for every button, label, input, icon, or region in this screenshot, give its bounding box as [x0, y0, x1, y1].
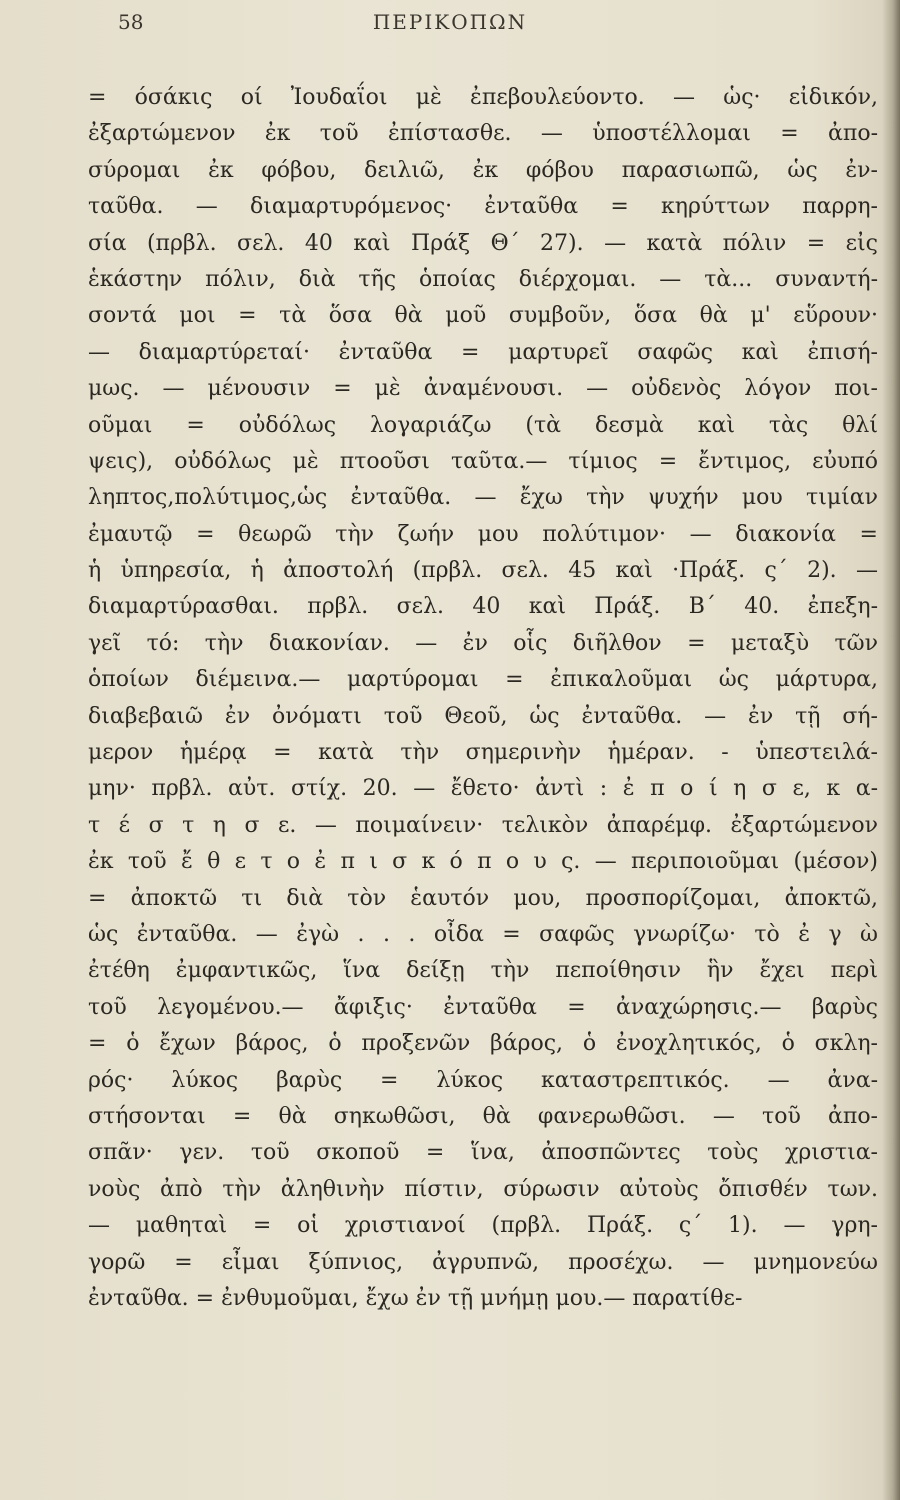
running-head: ΠΕΡΙΚΟΠΩΝ — [372, 10, 528, 34]
text-line: τοῦ λεγομένου.— ἄφιξις· ἐνταῦθα = ἀναχώρησις.— βαρὺς — [88, 994, 878, 1020]
text-line: σπᾶν· γεν. τοῦ σκοποῦ = ἵνα, ἀποσπῶντες τοὺς χριστια- — [88, 1140, 878, 1166]
text-line: διαβεβαιῶ ἐν ὀνόματι τοῦ Θεοῦ, ὡς ἐνταῦθα. — ἐν τῇ σή- — [88, 703, 878, 729]
text-line: ἑκάστην πόλιν, διὰ τῆς ὁποίας διέρχομαι. — τὰ... συναντή- — [88, 266, 878, 292]
text-line: ὡς ἐνταῦθα. — ἐγὼ . . . οἶδα = σαφῶς γνωρίζω· τὸ ἐ γ ὼ — [88, 921, 878, 947]
text-line: — μαθηταὶ = οἱ χριστιανοί (πρβλ. Πράξ. ς΄ 1). — γρη- — [88, 1213, 878, 1239]
body-text — [88, 80, 878, 1317]
text-line: τ έ σ τ η σ ε. — ποιμαίνειν· τελικὸν ἀπαρέμφ. ἐξαρτώμενον — [88, 812, 878, 838]
text-line: = όσάκις οί Ἰουδαΐοι μὲ ἐπεβουλεύοντο. — ὡς· εἰδικόν, — [88, 85, 878, 110]
text-line: σία (πρβλ. σελ. 40 καὶ Πράξ Θ΄ 27). — κατὰ πόλιν = εἰς — [88, 230, 878, 256]
text-line: σοντά μοι = τὰ ὅσα θὰ μοῦ συμβοῦν, ὅσα θὰ μ' εὕρουν· — [88, 303, 878, 329]
text-line: διαμαρτύρασθαι. πρβλ. σελ. 40 καὶ Πράξ. Β΄ 40. ἐπεξη- — [88, 594, 878, 620]
text-line: μερον ἡμέρᾳ = κατὰ τὴν σημερινὴν ἡμέραν. - ὑπεστειλά- — [88, 740, 878, 766]
text-line: γορῶ = εἶμαι ξύπνιος, ἀγρυπνῶ, προσέχω. — μνημονεύω — [88, 1249, 878, 1275]
text-line: = ὁ ἔχων βάρος, ὁ προξενῶν βάρος, ὁ ἐνοχλητικός, ὁ σκλη- — [88, 1031, 878, 1057]
text-line: — διαμαρτύρεταί· ἐνταῦθα = μαρτυρεῖ σαφῶς καὶ ἐπισή- — [88, 339, 878, 365]
text-line: στήσονται = θὰ σηκωθῶσι, θὰ φανερωθῶσι. — τοῦ ἀπο- — [88, 1103, 878, 1129]
text-line: ἐκ τοῦ ἔ θ ε τ ο ἐ π ι σ κ ό π ο υ ς. — περιποιοῦμαι (μέσον) — [88, 849, 878, 875]
text-line: μην· πρβλ. αὐτ. στίχ. 20. — ἔθετο· ἀντὶ : ἐ π ο ί η σ ε, κ α- — [88, 776, 878, 802]
text-line: ληπτος,πολύτιμος,ὡς ἐνταῦθα. — ἔχω τὴν ψυχήν μου τιμίαν — [88, 485, 878, 511]
text-line: ἐξαρτώμενον ἐκ τοῦ ἐπίστασθε. — ὑποστέλλομαι = ἀπο- — [88, 121, 878, 147]
text-line: = ἀποκτῶ τι διὰ τὸν ἑαυτόν μου, προσπορίζομαι, ἀποκτῶ, — [88, 885, 878, 911]
text-line: ταῦθα. — διαμαρτυρόμενος· ἐνταῦθα = κηρύττων παρρη- — [88, 194, 878, 220]
text-line: ἡ ὑπηρεσία, ἡ ἀποστολή (πρβλ. σελ. 45 καὶ ·Πράξ. ς΄ 2). — — [88, 558, 878, 584]
text-line: ὁποίων διέμεινα.— μαρτύρομαι = ἐπικαλοῦμαι ὡς μάρτυρα, — [88, 667, 878, 693]
page-edge-shadow — [882, 0, 900, 1500]
text-line: μως. — μένουσιν = μὲ ἀναμένουσι. — οὐδενὸς λόγον ποι- — [88, 376, 878, 402]
text-line: ψεις), οὐδόλως μὲ πτοοῦσι ταῦτα.— τίμιος = ἔντιμος, εὐυπό — [88, 448, 878, 474]
page-number: 58 — [118, 10, 144, 34]
text-line: γεῖ τό: τὴν διακονίαν. — ἐν οἷς διῆλθον = μεταξὺ τῶν — [88, 630, 878, 656]
text-line: οῦμαι = οὐδόλως λογαριάζω (τὰ δεσμὰ καὶ τὰς θλί — [88, 412, 878, 438]
text-line: ρός· λύκος βαρὺς = λύκος καταστρεπτικός. — ἀνα- — [88, 1067, 878, 1093]
text-line: σύρομαι ἐκ φόβου, δειλιῶ, ἐκ φόβου παρασιωπῶ, ὡς ἐν- — [88, 157, 878, 183]
text-line: ἐτέθη ἐμφαντικῶς, ἵνα δείξῃ τὴν πεποίθησιν ἣν ἔχει περὶ — [88, 958, 878, 984]
text-line: νοὺς ἀπὸ τὴν ἀληθινὴν πίστιν, σύρωσιν αὐτοὺς ὄπισθέν των. — [88, 1176, 878, 1202]
text-line: ἐμαυτῷ = θεωρῶ τὴν ζωήν μου πολύτιμον· — διακονία = — [88, 521, 878, 547]
text-line: ἐνταῦθα. = ἐνθυμοῦμαι, ἔχω ἐν τῇ μνήμῃ μου.— παρατίθε- — [88, 1285, 743, 1311]
